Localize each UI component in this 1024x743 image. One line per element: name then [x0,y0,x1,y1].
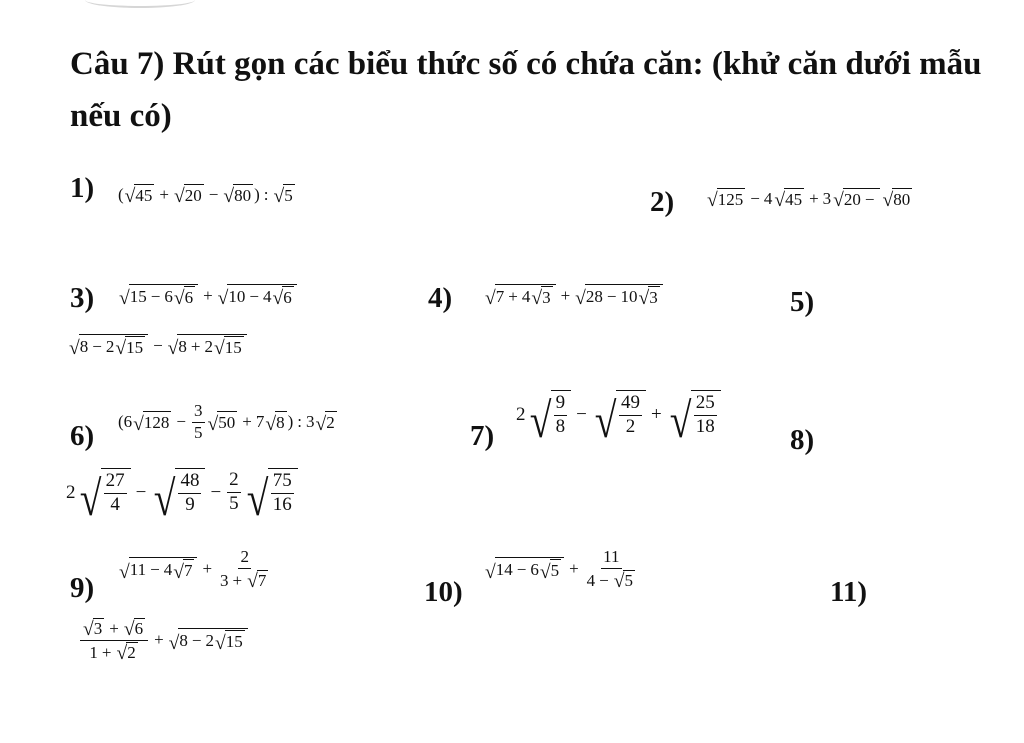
radicand: 20 [184,186,202,205]
exercise-title: Câu 7) Rút gọn các biểu thức số có chứa căn: (khử căn dưới mẫu nếu có) [70,46,982,134]
term: 15 [129,287,147,306]
radical-sign: √ [594,393,617,448]
problem-number: 8) [790,424,815,456]
radical-sign: √ [217,288,229,310]
operator: : [297,412,302,432]
operator: + [101,642,112,662]
radical [214,336,244,358]
radical [169,628,248,652]
expression-4 [484,284,664,308]
operator: − [208,185,219,204]
radical-sign: √ [168,632,180,654]
coefficient: 4 [521,287,531,306]
fraction [80,618,148,663]
radicand: 7 [183,561,193,581]
radical [707,188,745,210]
operator: − [176,412,186,432]
radical [244,468,298,526]
radical-sign: √ [774,190,786,212]
radicand [495,284,556,308]
radical [173,559,194,581]
radicand: 5 [284,186,293,205]
numerator: 49 [619,393,642,416]
radical-sign: √ [833,190,844,212]
radical-sign: √ [207,413,219,435]
radicand: 3 [93,619,103,638]
fraction [271,471,294,516]
radical [540,559,561,581]
coefficient: 2 [516,403,526,425]
radicand [495,557,564,581]
fraction [218,548,271,591]
paren: ( [118,412,124,432]
coefficient: 7 [255,412,265,432]
radicand: 5 [550,561,560,581]
operator: − [92,337,102,356]
radicand: 125 [717,190,744,209]
radicand: 50 [218,413,236,433]
paren: ) [287,412,294,432]
expression-11 [78,618,249,663]
problem-10 [424,576,463,609]
problem-8 [790,424,814,457]
radical [116,642,137,663]
radical [667,390,721,448]
radical-sign: √ [223,186,235,208]
numerator: 2 [227,470,241,493]
fraction [585,548,638,591]
term: 7 [495,287,505,306]
radical [69,334,148,358]
operator: + [569,559,579,579]
radical [247,570,268,591]
coefficient: 4 [262,287,272,306]
expression-9 [118,548,273,591]
term: 1 [89,642,98,662]
problem-number: 11) [830,576,868,608]
radical-sign: √ [707,190,718,212]
radicand [101,468,131,517]
operator: + [109,619,119,639]
radicand: 45 [135,186,153,205]
problem-9 [70,572,94,605]
problem-2 [650,186,674,219]
problem-number: 3) [70,282,95,314]
fraction [619,393,642,438]
radical [774,188,804,210]
term: 8 [178,337,187,356]
numerator: 2 [238,548,251,569]
radicand: 128 [143,413,170,433]
radical-sign: √ [167,338,179,360]
radical-sign: √ [173,288,185,310]
radical [174,286,195,308]
expression-5 [68,334,248,358]
coefficient: 2 [66,481,76,503]
radical [119,557,197,581]
radical [115,336,145,358]
denominator [87,641,140,663]
radicand [129,557,198,581]
radical-sign: √ [133,413,144,435]
coefficient: 3 [822,189,832,208]
coefficient: 3 [305,412,315,432]
radicand: 6 [283,288,292,307]
expression-2 [706,188,913,210]
denominator [585,569,638,591]
denominator [218,569,271,591]
numerator: 25 [694,393,717,416]
coefficient: 6 [164,287,173,306]
numerator: 11 [601,548,621,569]
coefficient: 6 [530,560,539,580]
radicand [616,390,646,439]
operator: + [650,403,662,425]
denominator: 5 [194,422,203,442]
numerator [80,618,148,641]
coefficient: 2 [204,337,213,356]
radical [273,184,294,206]
radical [223,184,253,206]
radical [174,184,204,206]
radicand: 15 [225,632,243,652]
problem-number: 7) [470,420,495,452]
operator: − [150,560,160,580]
operator: − [750,189,760,208]
radical-sign: √ [213,338,225,360]
denominator: 9 [185,494,195,516]
operator: − [153,336,163,355]
operator: − [191,631,202,651]
expression-8 [66,468,299,526]
denominator: 8 [555,416,566,438]
radical-sign: √ [123,619,135,641]
operator: + [809,189,819,208]
radicand [178,628,247,652]
radicand: 3 [542,288,551,307]
operator: + [508,287,518,306]
operator: : [263,185,269,204]
radical [485,284,556,308]
radical-sign: √ [115,338,127,360]
radical [527,390,572,448]
operator: − [150,287,161,306]
radicand: 5 [624,570,633,590]
problem-7 [470,420,494,453]
radical-sign: √ [265,413,277,435]
fraction [694,393,717,438]
operator: + [232,570,243,590]
fraction [227,470,241,515]
paren: ) [254,185,260,204]
term: 8 [79,337,89,356]
problem-number: 4) [428,282,453,314]
radicand [175,468,205,517]
term: 8 [179,631,188,651]
radical-sign: √ [214,632,226,654]
radical [265,411,286,433]
radical-sign: √ [174,186,185,208]
operator: − [606,287,617,306]
denominator: 16 [272,494,292,516]
term: 11 [129,560,147,580]
radical-sign: √ [485,561,496,583]
radicand: 2 [127,642,136,662]
scan-mark [85,0,195,8]
radical-sign: √ [119,288,130,310]
operator: + [242,412,252,432]
operator: + [203,286,213,305]
numerator: 27 [104,471,127,494]
radicand [79,334,148,358]
expression-7 [516,390,722,448]
expression-1 [118,184,296,206]
radical-sign: √ [246,471,269,526]
radical [531,286,552,308]
problem-number: 1) [70,172,95,204]
radicand: 80 [893,190,911,209]
radical-sign: √ [247,570,258,592]
coefficient: 2 [105,337,115,356]
radicand: 15 [224,338,242,357]
numerator: 9 [554,393,568,416]
radicand [551,390,572,439]
denominator: 18 [695,416,715,438]
numerator: 48 [178,471,201,494]
radicand: 2 [326,413,335,433]
radical-sign: √ [315,413,327,435]
radicand [227,284,296,308]
expression-6 [118,402,338,442]
radical [575,284,663,308]
radical-sign: √ [531,288,543,310]
radicand [843,188,881,210]
radical-sign: √ [79,471,101,526]
radical-sign: √ [669,393,692,448]
problem-5 [790,286,814,319]
problem-4 [428,282,452,315]
operator: − [210,481,222,503]
operator: + [154,630,164,650]
coefficient: 10 [620,287,638,306]
radical [272,286,293,308]
radicand [585,284,663,308]
radicand: 3 [649,288,658,307]
radicand [129,284,198,308]
radical-sign: √ [173,561,184,583]
radicand: 6 [184,288,194,307]
radical [208,411,238,433]
operator: + [202,559,213,579]
problem-number: 2) [650,186,675,218]
numerator: 3 [192,402,205,423]
radicand [268,468,298,517]
radical [83,618,104,639]
expression-10 [484,548,640,591]
radical [882,188,912,210]
operator: − [249,287,259,306]
radicand: 45 [785,190,803,209]
radicand: 7 [257,570,267,590]
radicand-text: 20 [843,190,861,209]
problem-number: 10) [424,576,463,608]
radical-sign: √ [116,642,128,664]
term: 28 [585,287,603,306]
radical-sign: √ [124,186,136,208]
radical-sign: √ [882,190,894,212]
problem-3 [70,282,94,315]
problem-number: 9) [70,572,95,604]
operator: − [864,190,875,209]
radical-sign: √ [154,471,176,526]
radicand: 8 [276,413,285,433]
problem-6 [70,420,94,453]
coefficient: 2 [205,631,214,651]
fraction [192,402,205,442]
radical [215,630,245,652]
term: 10 [228,287,246,306]
problem-number: 6) [70,420,95,452]
denominator: 2 [625,416,636,438]
radicand: 80 [234,186,252,205]
problem-number: 5) [790,286,815,318]
term: 3 [220,570,229,590]
radicand [691,390,721,439]
operator: − [599,570,609,590]
radical [119,284,198,308]
operator: + [560,286,571,305]
operator: − [576,403,587,425]
radical [124,618,145,639]
radical-sign: √ [529,393,551,448]
radical [315,411,336,433]
radical-sign: √ [485,288,496,310]
radical [638,286,659,308]
radical [168,334,247,358]
radical-sign: √ [575,288,586,310]
radical-sign: √ [638,288,650,310]
operator: + [190,337,201,356]
radicand [177,334,246,358]
coefficient: 6 [123,412,133,432]
radical [151,468,205,526]
operator: − [516,560,527,580]
denominator: 5 [229,493,239,515]
radical-sign: √ [539,561,551,583]
radicand: 6 [134,619,144,638]
radical [77,468,131,526]
radical [218,284,297,308]
problem-11 [830,576,867,609]
radical [125,184,155,206]
radical-sign: √ [69,338,80,360]
numerator: 75 [271,471,294,494]
paren: ( [118,185,124,204]
coefficient: 4 [163,560,173,580]
radical-sign: √ [272,288,284,310]
term: 4 [586,570,596,590]
radical-sign: √ [119,561,130,583]
term: 14 [495,560,513,580]
problem-1 [70,172,94,205]
radical [592,390,646,448]
radical-sign: √ [273,186,285,208]
radicand: 15 [126,338,144,357]
denominator: 4 [110,494,120,516]
coefficient: 4 [763,189,773,208]
fraction [554,393,568,438]
operator: − [135,481,147,503]
fraction [178,471,201,516]
operator: + [159,185,169,204]
expression-3 [118,284,298,308]
radical [614,570,635,591]
radical-sign: √ [83,619,94,641]
fraction [104,471,127,516]
radical-sign: √ [613,570,625,592]
radical [485,557,564,581]
radical [833,188,880,210]
radical [133,411,171,433]
